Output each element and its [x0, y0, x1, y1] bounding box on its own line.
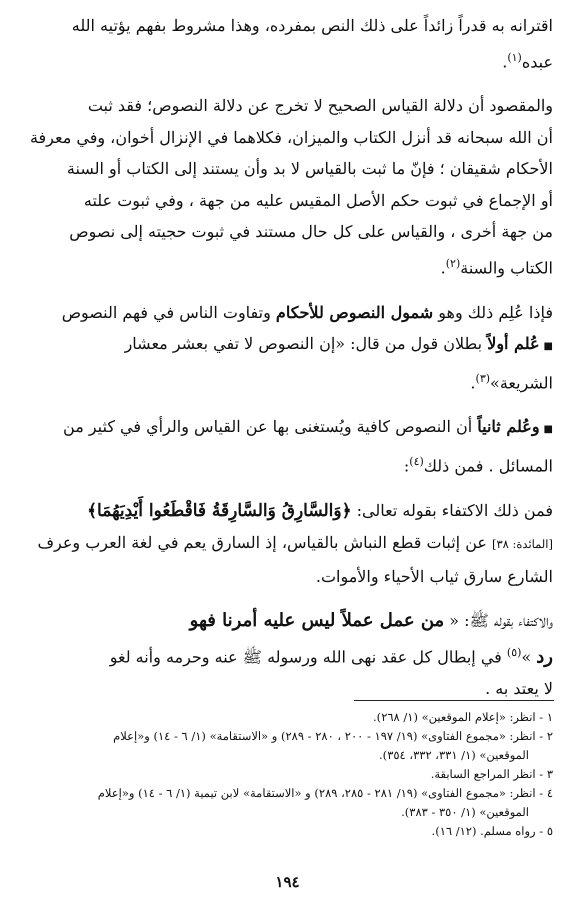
paragraph-2-line-4: أو الإجماع في ثبوت حكم الأصل المقيس عليه من جهة ، وفي ثبوت علته — [83, 190, 553, 210]
footnote-divider — [354, 700, 554, 701]
footnote-4: ٤ - انظر: «مجموع الفتاوى» (١٩/ ٢٨١ - ٢٨٥، ٢٨٩) و «الاستقامة» لابن تيمية (١/ ٦ - ١٤) و«إعلام — [97, 786, 553, 800]
footnote-1: ١ - انظر: «إعلام الموقعين» (١/ ٢٦٨). — [373, 710, 553, 724]
paragraph-4-line-2: الشريعة»$^{(٣)}$. — [470, 371, 553, 392]
paragraph-2-line-5: من جهة أخرى ، والقياس على كل حال مستند في ثبوت حجيته إلى نصوص — [69, 222, 553, 242]
bullet-square-icon: ■ — [543, 424, 553, 436]
paragraph-2-line-1: والمقصود أن دلالة القياس الصحيح لا تخرج عن دلالة النصوص؛ فقد ثبت — [87, 96, 553, 116]
footnote-ref-2: (٢) — [445, 256, 461, 270]
footnote-3: ٣ - انظر المراجع السابقة. — [430, 767, 553, 781]
emphasis-text: شمول النصوص للأحكام — [275, 302, 434, 322]
quran-verse: ﴿وَالسَّارِقُ وَالسَّارِقَةُ فَاقْطَعُوا أَيْدِيَهُمَا﴾ — [87, 500, 352, 521]
verse-reference: [المائدة: ٣٨] — [492, 537, 553, 552]
paragraph-6-line-1: فمن ذلك الاكتفاء بقوله تعالى: ﴿وَالسَّارِقُ وَالسَّارِقَةُ فَاقْطَعُوا أَيْدِيَهُمَا﴾ — [87, 500, 553, 521]
footnote-2-continued: الموقعين» (١/ ٣٣١، ٣٣٢، ٣٥٤). — [379, 748, 529, 762]
paragraph-6-line-3: الشارع سارق ثياب الأحياء والأموات. — [315, 566, 553, 586]
paragraph-7-line-2: رد »$^{(٥)}$ في إبطال كل عقد نهى الله ورسوله ﷺ عنه وحرمه وأنه لغو — [109, 645, 553, 668]
footnote-ref-1: (١) — [507, 50, 522, 64]
page-number: ١٩٤ — [275, 873, 300, 891]
paragraph-2-line-2: أن الله سبحانه قد أنزل الكتاب والميزان، فكلاهما في الإنزال أخوان، وفي معرفة — [29, 127, 553, 147]
footnotes — [24, 708, 553, 841]
paragraph-4-line-1: ■عُلم أولاً بطلان قول من قال: «إن النصوص لا تفي بعشر معشار — [124, 334, 553, 354]
footnote-2: ٢ - انظر: «مجموع الفتاوى» (١٩/ ١٩٧ - ٢٠٠ ، ٢٨٠ - ٢٨٩) و «الاستقامة» (١/ ٦ - ١٤) و«إعلام — [113, 729, 553, 743]
paragraph-1-line-1: اقترانه به قدراً زائداً على ذلك النص بمفرده، وهذا مشروط بفهم يؤتيه الله — [71, 16, 553, 35]
paragraph-5-line-2: المسائل . فمن ذلك$^{(٤)}$: — [403, 454, 553, 476]
footnote-5: ٥ - رواه مسلم. (١٢/ ١٦). — [431, 824, 553, 838]
paragraph-7-line-3: لا يعتد به . — [485, 678, 553, 698]
footnote-ref-5: (٥) — [506, 645, 522, 659]
body-text — [20, 10, 553, 704]
paragraph-2-line-6: الكتاب والسنة$^{(٢)}$. — [440, 256, 553, 278]
paragraph-1-line-2: عبده$^{(١)}$. — [502, 50, 553, 71]
bullet-square-icon: ■ — [543, 341, 553, 353]
paragraph-5-line-1: ■وعُلم ثانياً أن النصوص كافية ويُستغنى بها عن القياس والرأي في كثير من — [63, 417, 553, 437]
paragraph-3: فإذا عُلِم ذلك وهو شمول النصوص للأحكام وتفاوت الناس في فهم النصوص — [61, 302, 553, 322]
hadith-text: من عمل عملاً ليس عليه أمرنا فهو — [189, 610, 445, 632]
footnote-ref-4: (٤) — [409, 454, 424, 468]
paragraph-2-line-3: الأحكام شقيقان ؛ فإنّ ما ثبت بالقياس لا بد وأن يستند إلى الكتاب أو السنة — [66, 159, 553, 179]
paragraph-7-line-1: والاكتفاء بقوله ﷺ: « من عمل عملاً ليس عليه أمرنا فهو — [189, 610, 553, 632]
footnote-ref-3: (٣) — [475, 371, 491, 385]
footnote-4-continued: الموقعين» (١/ ٣٥٠ - ٣٨٣). — [401, 805, 529, 819]
paragraph-6-line-2: [المائدة: ٣٨] عن إثبات قطع النباش بالقياس، إذ السارق يعم في لغة العرب وعرف — [37, 533, 553, 553]
